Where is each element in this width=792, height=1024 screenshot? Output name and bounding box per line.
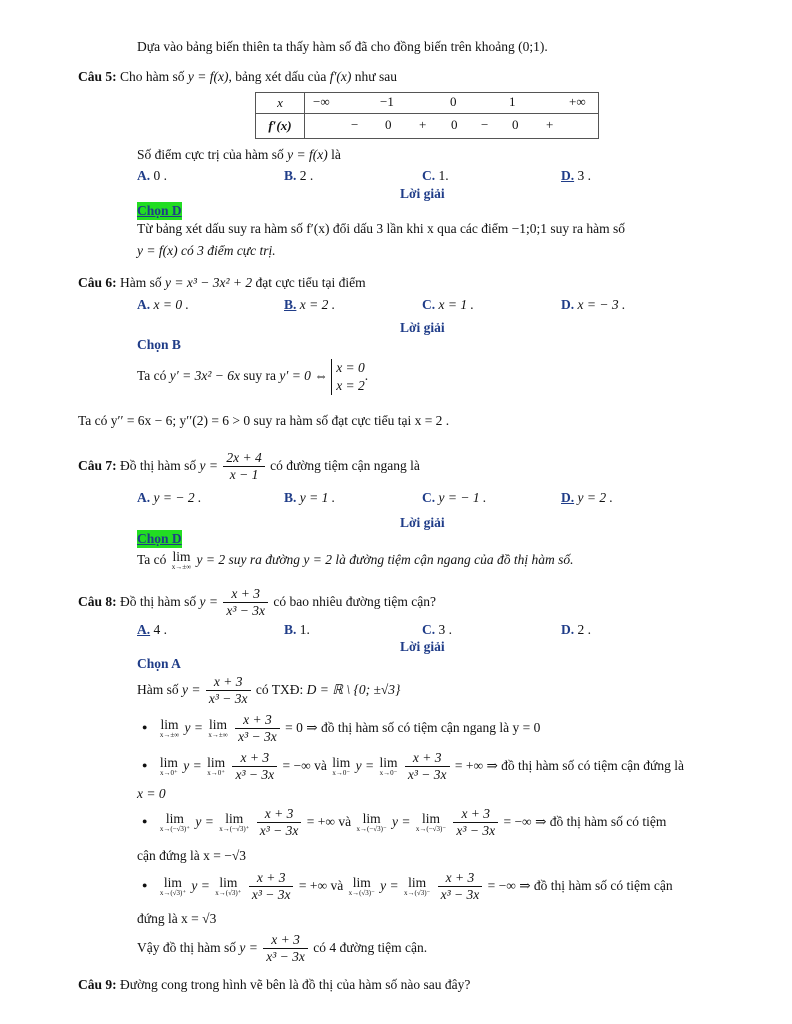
sign-cell: 0 xyxy=(385,117,392,132)
q8-stem: Câu 8: Đồ thị hàm số y = $\frac{x + 3}{\text{x³ − 3x}}$ có bao nhiêu đường tiệm cận? xyxy=(78,586,436,619)
q7-option-b: B. y = 1 . xyxy=(284,490,336,505)
sign-cell: 0 xyxy=(512,117,519,132)
q8-bullet-1: ● lim x→±∞ y = lim x→±∞ $\frac{x + 3}{\text{x³ − 3x}}$ = 0 ⇒ đồ thị hàm số có tiệm cận ngang là y = 0 xyxy=(142,708,540,749)
q7-option-a: A. y = − 2 . xyxy=(137,490,202,505)
sign-cell: + xyxy=(419,117,427,132)
q8-domain-line: Hàm số y = $\frac{x + 3}{\text{x³ − 3x}}$ có TXĐ: D = ℝ \ {0; ±√3} xyxy=(137,674,401,707)
sign-table xyxy=(255,92,599,139)
sign-cell: + xyxy=(546,117,554,132)
q8-bullet-3-cont: cận đứng là x = −√3 xyxy=(137,848,247,863)
q5-loi-giai: Lời giải xyxy=(400,186,445,201)
sign-table-head-x: x xyxy=(256,93,305,114)
q6-option-a: A. x = 0 . xyxy=(137,297,189,312)
sign-table-row-fprime xyxy=(256,114,599,139)
q6-solution-line-2: Ta có y′′ = 6x − 6; y′′(2) = 6 > 0 suy ra hàm số đạt cực tiểu tại x = 2 . xyxy=(78,413,450,428)
q7-option-d: D. y = 2 . xyxy=(561,490,613,505)
q7-solution: Ta có lim x→±∞ y = 2 suy ra đường y = 2 là đường tiệm cận ngang của đồ thị hàm số. xyxy=(137,548,574,571)
sign-cell: 0 xyxy=(451,117,458,132)
q8-conclusion: Vậy đồ thị hàm số y = $\frac{x + 3}{\text{x³ − 3x}}$ có 4 đường tiệm cận. xyxy=(137,932,428,965)
q5-chon: Chọn D xyxy=(137,203,182,218)
q6-option-c: C. x = 1 . xyxy=(422,297,474,312)
q6-stem: Câu 6: Hàm số y = x³ − 3x² + 2 đạt cực tiểu tại điểm xyxy=(78,275,366,290)
q6-label: Câu 6: xyxy=(78,275,117,290)
q5-solution-line-1: Từ bảng xét dấu suy ra hàm số f′(x) đổi dấu 3 lần khi x qua các điểm −1;0;1 suy ra hàm số xyxy=(137,221,626,236)
q8-option-b: B. 1. xyxy=(284,622,310,637)
q7-option-c: C. y = − 1 . xyxy=(422,490,487,505)
q8-option-c: C. 3 . xyxy=(422,622,452,637)
q6-option-d: D. x = − 3 . xyxy=(561,297,626,312)
q5-option-c: C. 1. xyxy=(422,168,449,183)
q8-bullet-3: ● lim x→(−√3)⁺ y = lim x→(−√3)⁺ $\frac{x + 3}{\text{x³ − 3x}}$ = +∞ và lim x→(−√3)⁻ y = lim x→(−√3)⁻ $\frac{x + 3}{\text{x³ − 3x}}$ = −∞ ⇒ đồ thị hàm số có tiệm xyxy=(142,802,666,843)
sign-table-row-x xyxy=(256,93,599,114)
x-value: 1 xyxy=(509,94,516,109)
q7-label: Câu 7: xyxy=(78,458,117,473)
x-value: +∞ xyxy=(569,94,586,109)
q6-chon: Chọn B xyxy=(137,337,181,352)
q7-stem: Câu 7: Đồ thị hàm số y = $\frac{2x + 4}{x - 1}$ có đường tiệm cận ngang là xyxy=(78,450,420,483)
q9-stem: Câu 9: Đường cong trong hình vẽ bên là đồ thị của hàm số nào sau đây? xyxy=(78,977,471,992)
q8-chon: Chọn A xyxy=(137,656,181,671)
q8-bullet-2: ● lim x→0⁺ y = lim x→0⁺ $\frac{x + 3}{\text{x³ − 3x}}$ = −∞ và lim x→0⁻ y = lim x→0⁻ $\frac{x + 3}{\text{x³ − 3x}}$ = +∞ ⇒ đồ thị hàm số có tiệm cận đứng là xyxy=(142,746,684,787)
q7-limit: lim x→±∞ xyxy=(171,548,192,571)
q7-fraction: $\frac{2x + 4}{x - 1}$ xyxy=(223,450,264,483)
intro-line: Dựa vào bảng biến thiên ta thấy hàm số đã cho đồng biến trên khoảng (0;1). xyxy=(137,39,548,54)
q6-option-b: B. x = 2 . xyxy=(284,297,336,312)
q5-label: Câu 5: xyxy=(78,69,117,84)
q8-fraction: $\frac{x + 3}{\text{x³ − 3x}}$ xyxy=(223,586,268,619)
q8-option-a: A. 4 . xyxy=(137,622,167,637)
q6-system: x = 0 x = 2 xyxy=(331,359,365,395)
q8-loi-giai: Lời giải xyxy=(400,639,445,654)
q8-option-d: D. 2 . xyxy=(561,622,591,637)
q5-option-d: D. 3 . xyxy=(561,168,591,183)
q8-bullet-4: ● lim x→(√3)⁺ y = lim x→(√3)⁺ $\frac{x + 3}{\text{x³ − 3x}}$ = +∞ và lim x→(√3)⁻ y = lim x→(√3)⁻ $\frac{x + 3}{\text{x³ − 3x}}$ = −∞ ⇒ đồ thị hàm số có tiệm cận xyxy=(142,866,673,907)
q8-bullet-2-cont: x = 0 xyxy=(137,786,166,801)
q5-option-a: A. 0 . xyxy=(137,168,167,183)
q5-solution-line-2: y = f(x) có 3 điểm cực trị. xyxy=(137,243,276,258)
q5-option-b: B. 2 . xyxy=(284,168,314,183)
x-value: −∞ xyxy=(313,94,330,109)
q7-loi-giai: Lời giải xyxy=(400,515,445,530)
q9-label: Câu 9: xyxy=(78,977,117,992)
q7-chon: Chọn D xyxy=(137,531,182,546)
q5-stem: Câu 5: Cho hàm số y = f(x), bảng xét dấu của f′(x) như sau xyxy=(78,69,397,84)
q8-bullet-4-cont: đứng là x = √3 xyxy=(137,911,217,926)
q6-loi-giai: Lời giải xyxy=(400,320,445,335)
x-value: 0 xyxy=(450,94,457,109)
sign-cell: − xyxy=(351,117,359,132)
sign-cell: − xyxy=(481,117,489,132)
x-value: −1 xyxy=(380,94,394,109)
q8-label: Câu 8: xyxy=(78,594,117,609)
q5-question: Số điểm cực trị của hàm số y = f(x) là xyxy=(137,147,341,162)
q6-solution-line-1: Ta có y′ = 3x² − 6x suy ra y′ = 0 ⇔ x = 0 x = 2 . xyxy=(137,359,369,393)
sign-table-head-fprime: f′(x) xyxy=(256,114,305,139)
